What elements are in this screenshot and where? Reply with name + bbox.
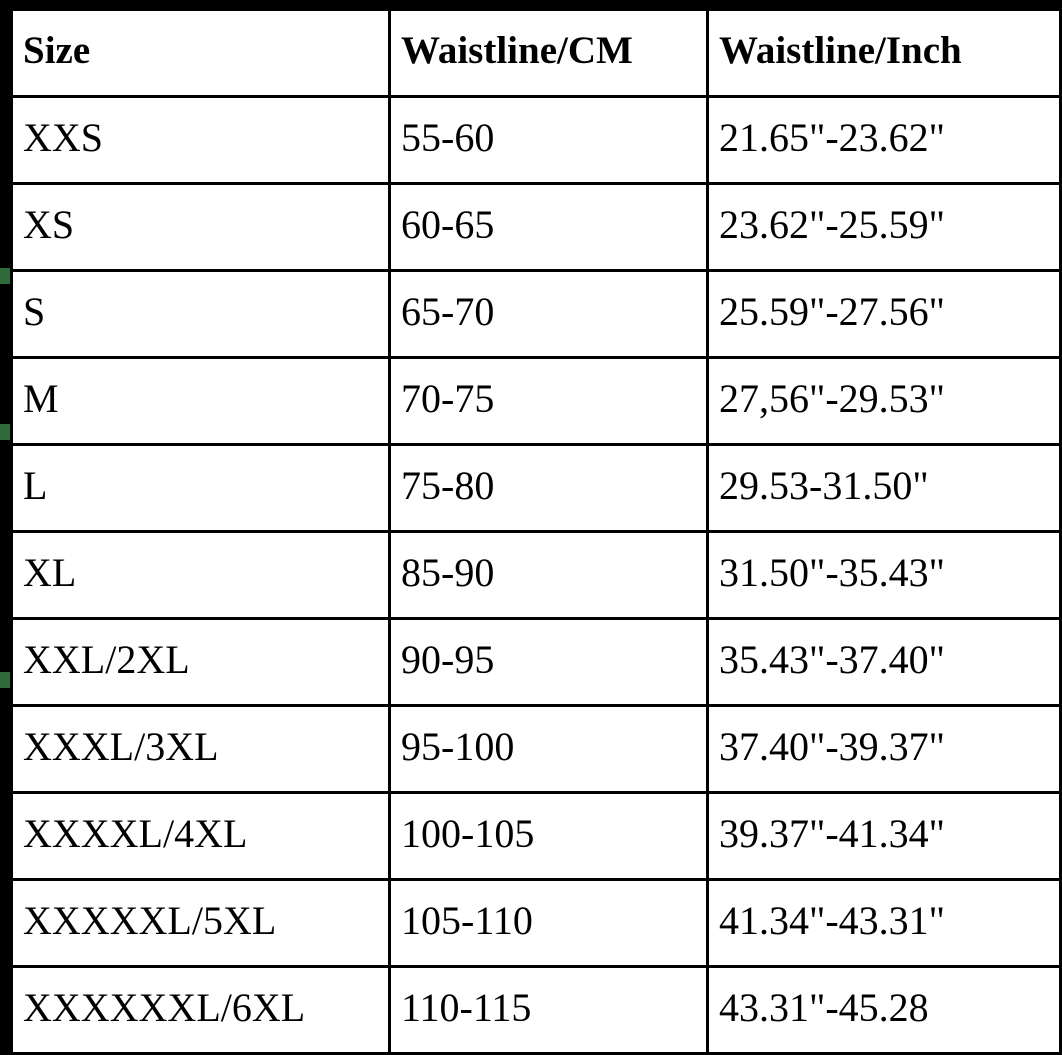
cell-waistline-inch: 35.43"-37.40" [708,619,1061,706]
column-header-waistline-cm: Waistline/CM [390,10,708,97]
size-chart-sheet [10,8,990,1031]
cell-size: XXXXL/4XL [12,793,390,880]
cell-waistline-cm: 100-105 [390,793,708,880]
table-row [12,97,1061,184]
table-header-row [12,10,1061,97]
edge-artifact [0,268,10,284]
cell-size: XS [12,184,390,271]
table-row [12,184,1061,271]
cell-waistline-cm: 90-95 [390,619,708,706]
edge-artifact [0,672,10,688]
cell-waistline-inch: 31.50"-35.43" [708,532,1061,619]
cell-size: M [12,358,390,445]
cell-size: XXXL/3XL [12,706,390,793]
size-chart-table [10,8,1062,1055]
table-row [12,706,1061,793]
table-row [12,880,1061,967]
table-row [12,271,1061,358]
cell-size: XL [12,532,390,619]
cell-waistline-cm: 70-75 [390,358,708,445]
cell-waistline-inch: 23.62"-25.59" [708,184,1061,271]
cell-waistline-inch: 21.65"-23.62" [708,97,1061,184]
table-row [12,358,1061,445]
cell-size: S [12,271,390,358]
cell-size: XXXXXL/5XL [12,880,390,967]
cell-waistline-inch: 43.31"-45.28 [708,967,1061,1054]
edge-artifact [0,424,10,440]
cell-waistline-cm: 95-100 [390,706,708,793]
cell-size: L [12,445,390,532]
cell-waistline-inch: 39.37"-41.34" [708,793,1061,880]
table-row [12,793,1061,880]
cell-waistline-inch: 25.59"-27.56" [708,271,1061,358]
table-row [12,619,1061,706]
cell-waistline-cm: 105-110 [390,880,708,967]
cell-size: XXXXXXL/6XL [12,967,390,1054]
cell-waistline-cm: 65-70 [390,271,708,358]
cell-waistline-inch: 29.53-31.50" [708,445,1061,532]
cell-waistline-inch: 27,56"-29.53" [708,358,1061,445]
cell-waistline-cm: 110-115 [390,967,708,1054]
column-header-waistline-inch: Waistline/Inch [708,10,1061,97]
cell-waistline-cm: 75-80 [390,445,708,532]
cell-waistline-inch: 37.40"-39.37" [708,706,1061,793]
cell-size: XXL/2XL [12,619,390,706]
cell-waistline-inch: 41.34"-43.31" [708,880,1061,967]
table-row [12,532,1061,619]
column-header-size: Size [12,10,390,97]
cell-waistline-cm: 55-60 [390,97,708,184]
cell-waistline-cm: 85-90 [390,532,708,619]
cell-size: XXS [12,97,390,184]
table-row [12,445,1061,532]
cell-waistline-cm: 60-65 [390,184,708,271]
table-row [12,967,1061,1054]
